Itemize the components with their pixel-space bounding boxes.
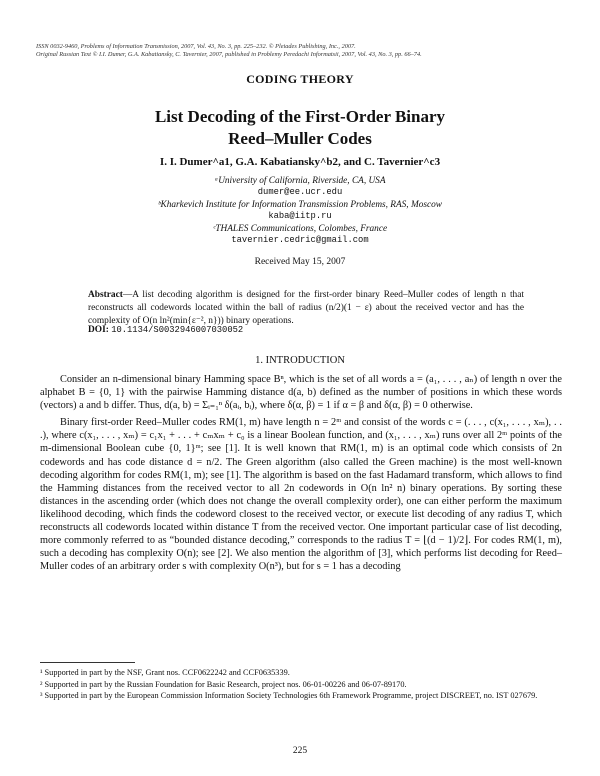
- affiliation-email[interactable]: tavernier.cedric@gmail.com: [231, 235, 369, 245]
- footnote: ² Supported in part by the Russian Foundation for Basic Research, project nos. 06-01-00226 and 06-07-89170.: [40, 679, 407, 689]
- paragraph: Consider an n-dimensional binary Hamming space Bⁿ, which is the set of all words a = (a₁, . . . , aₙ) of length n over the alphabet B = {0, 1} with the pairwise Hamming distance d(a, b) defined as the number of positions in which these words (vectors) a and b differ. Thus, d(a, b) = Σᵢ₌₁ⁿ δ(aᵢ, bᵢ), where δ(α, β) = 1 if α = β and δ(α, β) = 0 otherwise.: [40, 374, 562, 412]
- title-line-1: List Decoding of the First-Order Binary: [154, 107, 446, 126]
- affiliation-b: [0, 200, 600, 222]
- abstract-text: —A list decoding algorithm is designed for the first-order binary Reed–Muller codes of length n that reconstructs all codewords located within the ball of radius (n/2)(1 − ε) about the received vector and has the complexity of O(n ln²(min{ε⁻², n})) binary operations.: [88, 290, 524, 326]
- affiliation-email[interactable]: dumer@ee.ucr.edu: [257, 187, 343, 197]
- header-line-original: Original Russian Text © I.I. Dumer, G.A. Kabatiansky, C. Tavernier, 2007, published in Problemy Peredachi Informatsii, 2007, Vol. 43, No. 3, pp. 66–74.: [36, 51, 422, 58]
- affiliation-name: ᵇKharkevich Institute for Information Transmission Problems, RAS, Moscow: [158, 200, 442, 210]
- affiliation-name: ᶜTHALES Communications, Colombes, France: [212, 224, 388, 234]
- abstract-label: Abstract: [88, 290, 123, 300]
- received-date: Received May 15, 2007: [254, 257, 346, 267]
- affiliation-c: [0, 224, 600, 246]
- doi-label: DOI:: [88, 325, 109, 335]
- paragraph: Binary first-order Reed–Muller codes RM(1, m) have length n = 2ᵐ and consist of the words c = (. . . , c(x₁, . . . , xₘ), . . .), where c(x₁, . . . , xₘ) = c₁x₁ + . . . + cₘxₘ + c₀ is a linear Boolean function, and (x₁, . . . , xₘ) runs over all 2ᵐ points of the m-dimensional Boolean cube {0, 1}ᵐ; see [1]. It is well known that RM(1, m) is an optimal code which consists of 2n codewords and has code distance d = n/2. The Green algorithm (also called the Green machine) is the most well-known decoding algorithm for codes RM(1, m); see [1]. The algorithm is based on the fast Hadamard transform, which allows to find the Hamming distances from the received vector to all 2n codewords in O(n ln² n) binary operations. By sorting these distances in the ascending order (which does not change the overall complexity order), one can either perform the maximum likelihood decoding, which finds the codeword closest to the received vector, or execute list decoding of any radius T, which reconstructs all codewords located within distance T from the received vector. One important particular case of list decoding, more commonly referred to as “bounded distance decoding,” corresponds to the radius T = ⌊(d − 1)/2⌋. For codes RM(1, m), such a decoding has complexity O(n); see [2]. We also mention the algorithm of [3], which performs list decoding for Reed–Muller codes of an arbitrary order s with complexity O(n³), but for s = 1 has a decoding: [40, 417, 562, 573]
- paper-title: [0, 106, 600, 150]
- body-text: [40, 373, 562, 573]
- section-rubric: CODING THEORY: [246, 72, 354, 86]
- footnote: ³ Supported in part by the European Commission Information Society Technologies 6th Framework Programme, project DISCREET, no. IST 027679.: [40, 691, 538, 700]
- header-line-issn: ISSN 0032-9460, Problems of Information Transmission, 2007, Vol. 43, No. 3, pp. 225–232. © Pleiades Publishing, Inc., 2007.: [36, 43, 356, 50]
- section-heading: 1. INTRODUCTION: [255, 355, 345, 366]
- affiliation-email[interactable]: kaba@iitp.ru: [268, 211, 332, 221]
- doi-value[interactable]: 10.1134/S0032946007030052: [111, 325, 244, 335]
- title-line-2: Reed–Muller Codes: [228, 129, 372, 148]
- journal-header: [36, 43, 566, 59]
- abstract: [88, 289, 524, 328]
- footnotes: [40, 668, 562, 703]
- authors: I. I. Dumer^a1, G.A. Kabatiansky^b2, and C. Tavernier^c3: [159, 156, 441, 168]
- footnote: ¹ Supported in part by the NSF, Grant nos. CCF0622242 and CCF0635339.: [40, 668, 290, 677]
- affiliation-name: ᵃUniversity of California, Riverside, CA, USA: [214, 176, 386, 186]
- page-number: 225: [292, 746, 308, 756]
- affiliation-a: [0, 176, 600, 198]
- doi: [88, 325, 243, 336]
- footnote-divider: [40, 662, 135, 663]
